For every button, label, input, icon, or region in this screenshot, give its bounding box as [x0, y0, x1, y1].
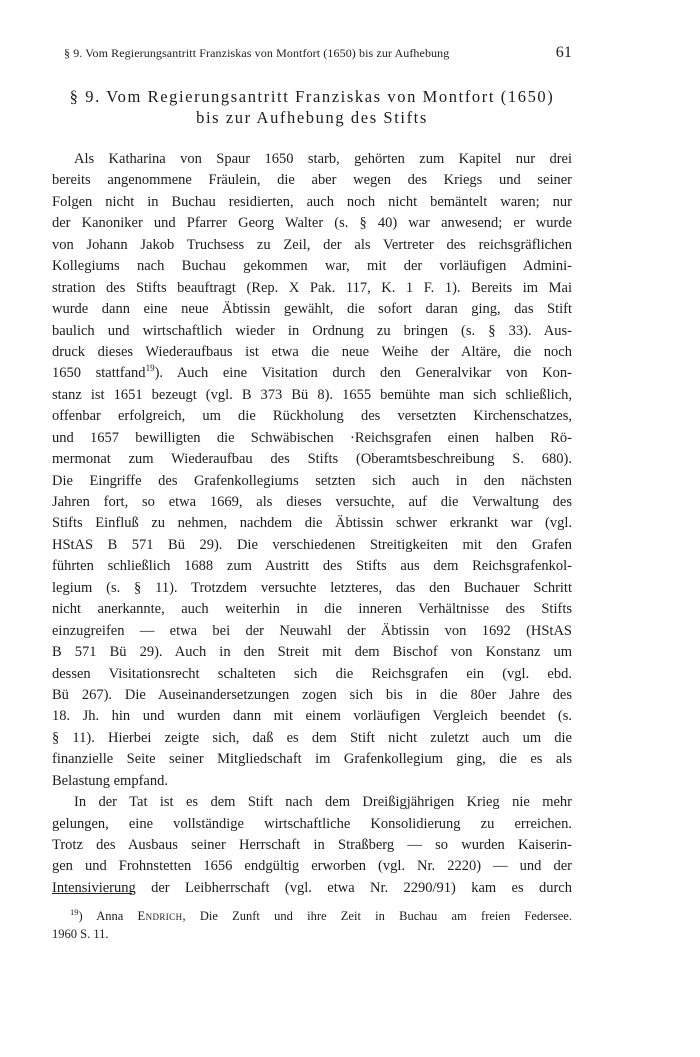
- text-line: Intensivierung der Leibherrschaft (vgl. etwa Nr. 2290/91) kam es durch: [52, 879, 572, 896]
- section-heading-line-2: bis zur Aufhebung des Stifts: [196, 108, 428, 127]
- text-line: einzugreifen — etwa bei der Neuwahl der Äbtissin von 1692 (HStAS: [52, 622, 572, 639]
- footnote-text: ) Anna: [78, 909, 138, 923]
- footnote-text: , Die Zunft und ihre Zeit in Buchau am freien Federsee.: [182, 909, 572, 923]
- text-line: bereits angenommene Fräulein, die aber wegen des Kriegs und seiner: [52, 172, 572, 189]
- footnotes: [52, 907, 572, 943]
- footnote-divider: [52, 893, 132, 894]
- text-line: druck dieses Wiederaufbaus ist etwa die neue Weihe der Altäre, die noch: [52, 343, 572, 360]
- text-line: Folgen nicht in Buchau residierten, auch noch nicht bemäntelt waren; nur: [52, 193, 572, 210]
- page-number: 61: [555, 44, 572, 61]
- footnote-line: [52, 907, 572, 925]
- footnote-author: Endrich: [137, 909, 183, 923]
- text-line: wurde dann eine neue Äbtissin gewählt, die sofort daran ging, das Stift: [52, 301, 572, 318]
- text-line: stanz ist 1651 bezeugt (vgl. B 373 Bü 8). 1655 bemühte man sich schließlich,: [52, 386, 572, 403]
- text-line: Trotz des Ausbaus seiner Herrschaft in Straßberg — so wurden Kaiserin-: [52, 837, 572, 853]
- text-line: HStAS B 571 Bü 29). Die verschiedenen Streitigkeiten mit den Grafen: [52, 536, 572, 553]
- text-line: Bü 267). Die Auseinandersetzungen zogen sich bis in die 80er Jahre des: [52, 686, 572, 703]
- text-line: nicht anerkannte, auch weiterhin in die inneren Verhältnisse des Stifts: [52, 601, 572, 618]
- text-fragment: 1650 stattfand: [52, 365, 146, 382]
- section-heading-line-1: § 9. Vom Regierungsantritt Franziskas von Montfort (1650): [69, 87, 555, 106]
- text-line: B 571 Bü 29). Auch in den Streit mit dem Bischof von Konstanz um: [52, 644, 572, 661]
- text-line: gen und Frohnstetten 1656 endgültig erworben (vgl. Nr. 2220) — und der: [52, 858, 572, 875]
- text-line: finanzielle Seite seiner Mitgliedschaft im Grafenkollegium ging, die es als: [52, 751, 572, 768]
- text-line: baulich und wirtschaftlich wieder in Ordnung zu bringen (s. § 33). Aus-: [52, 322, 572, 339]
- text-line: In der Tat ist es dem Stift nach dem Dreißigjährigen Krieg nie mehr: [74, 794, 572, 811]
- text-line: gelungen, eine vollständige wirtschaftliche Konsolidierung zu erreichen.: [52, 815, 572, 832]
- text-line: offenbar erfolgreich, um die Rückholung des versetzten Kirchenschatzes,: [52, 408, 572, 425]
- text-line: stration des Stifts beauftragt (Rep. X Pak. 117, K. 1 F. 1). Bereits im Mai: [52, 279, 572, 296]
- text-line: Jahren fort, so etwa 1669, als dieses versuchte, auf die Verwaltung des: [52, 494, 572, 510]
- footnote-reference[interactable]: 19: [145, 363, 155, 374]
- text-line: Die Eingriffe des Grafenkollegiums setzten sich auch in den nächsten: [52, 472, 572, 489]
- text-line: von Johann Jakob Truchsess zu Zeil, der als Vertreter des reichsgräflichen: [52, 236, 572, 253]
- text-line: Als Katharina von Spaur 1650 starb, gehörten zum Kapitel nur drei: [74, 151, 572, 167]
- text-line: führten schließlich 1688 zum Austritt des Stifts aus dem Reichsgrafenkol-: [52, 558, 572, 575]
- body-text: [52, 149, 572, 899]
- footnote-number: 19: [70, 907, 79, 917]
- text-fragment: ). Auch eine Visitation durch den Generalvikar von Kon-: [154, 365, 572, 382]
- running-title: § 9. Vom Regierungsantritt Franziskas von Montfort (1650) bis zur Aufhebung: [64, 46, 450, 60]
- section-heading: [52, 86, 572, 128]
- text-line: Belastung empfand.: [52, 772, 168, 789]
- text-line: 18. Jh. hin und wurden dann mit einem vorläufigen Vergleich beendet (s.: [52, 708, 572, 725]
- text-line: Stifts Einfluß zu nehmen, nachdem die Äbtissin schwer erkrankt war (vgl.: [52, 515, 572, 532]
- text-line: der Kanoniker und Pfarrer Georg Walter (s. § 40) war anwesend; er wurde: [52, 215, 572, 232]
- text-line: und 1657 bewilligten die Schwäbischen ·Reichsgrafen einen halben Rö-: [52, 429, 572, 446]
- text-line: legium (s. § 11). Trotzdem versuchte letzteres, das den Buchauer Schritt: [52, 579, 572, 596]
- text-line: § 11). Hierbei zeigte sich, daß es dem Stift nicht zuletzt auch um die: [52, 729, 572, 746]
- text-line: Kollegiums nach Buchau gekommen war, mit der vorläufigen Admini-: [52, 258, 572, 275]
- footnote-line: 1960 S. 11.: [52, 927, 109, 941]
- text-line: dessen Visitationsrecht schalteten sich die Reichsgrafen ein (vgl. ebd.: [52, 665, 572, 682]
- text-line-with-footnote: [52, 363, 572, 384]
- text-line: mermonat zum Wiederaufbau des Stifts (Oberamtsbeschreibung S. 680).: [52, 451, 572, 468]
